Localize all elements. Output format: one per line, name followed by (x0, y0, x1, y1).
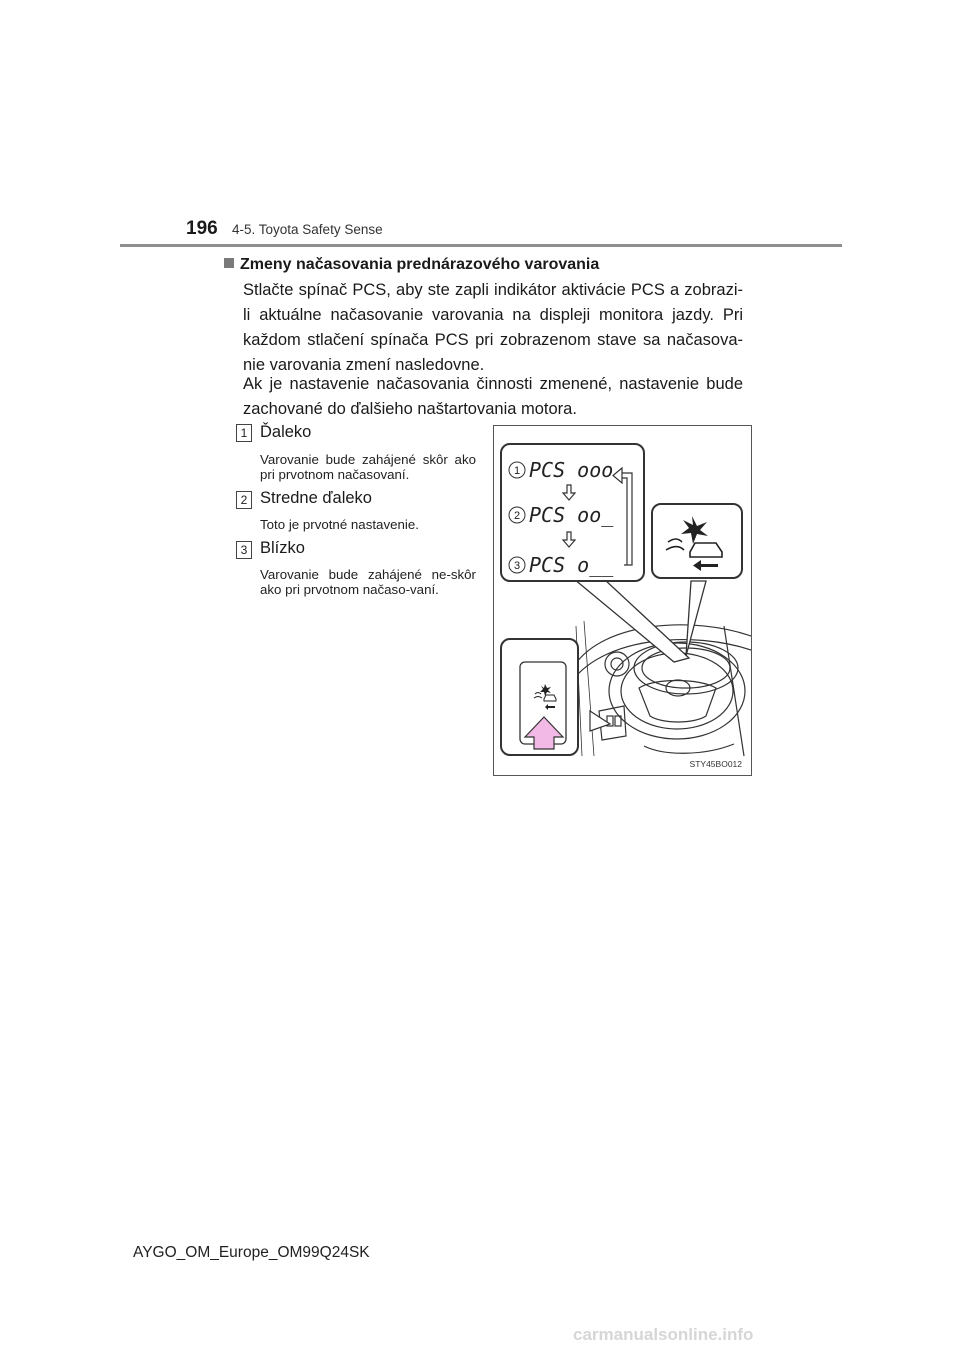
display-row-text-2: PCS oo_ (529, 503, 614, 527)
item-desc-2: Toto je prvotné nastavenie. (260, 517, 419, 532)
header-divider (120, 244, 842, 247)
figure-illustration (494, 426, 751, 775)
item-desc-3: Varovanie bude zahájené ne-skôr ako pri prvotnom načaso-vaní. (260, 567, 476, 597)
display-row-number-3: 3 (513, 560, 521, 572)
item-label-3: Blízko (260, 539, 305, 557)
subsection-heading (224, 256, 599, 274)
display-row-text-3: PCS o__ (529, 553, 614, 577)
item-desc-1: Varovanie bude zahájené skôr ako pri prvotnom načasovaní. (260, 452, 476, 482)
item-label-1: Ďaleko (260, 423, 312, 441)
watermark: carmanualsonline.info (573, 1325, 754, 1344)
paragraph-2: Ak je nastavenie načasovania činnosti zmenené, nastavenie bude zachované do ďalšieho naštartovania motora. (243, 375, 743, 418)
paragraph-1: Stlačte spínač PCS, aby ste zapli indikátor aktivácie PCS a zobrazi-li aktuálne načasovanie varovania na displeji monitora jazdy. Pri každom stlačení spínača PCS pri zobrazenom stave sa načasova-nie varovania zmení nasledovne. (243, 281, 743, 374)
item-number-2: 2 (236, 491, 252, 509)
pcs-timing-figure (493, 425, 752, 776)
figure-code: STY45BO012 (689, 759, 742, 769)
page-number: 196 (186, 218, 218, 239)
item-number-3: 3 (236, 541, 252, 559)
display-row-text-1: PCS ooo (529, 458, 614, 482)
heading-bullet-icon (224, 258, 234, 268)
heading-text: Zmeny načasovania prednárazového varovania (240, 256, 600, 273)
item-number-1: 1 (236, 424, 252, 442)
item-label-2: Stredne ďaleko (260, 489, 372, 507)
display-row-number-2: 2 (513, 510, 521, 522)
display-row-number-1: 1 (513, 465, 521, 477)
section-title: 4-5. Toyota Safety Sense (232, 222, 383, 237)
document-footer: AYGO_OM_Europe_OM99Q24SK (133, 1244, 370, 1261)
